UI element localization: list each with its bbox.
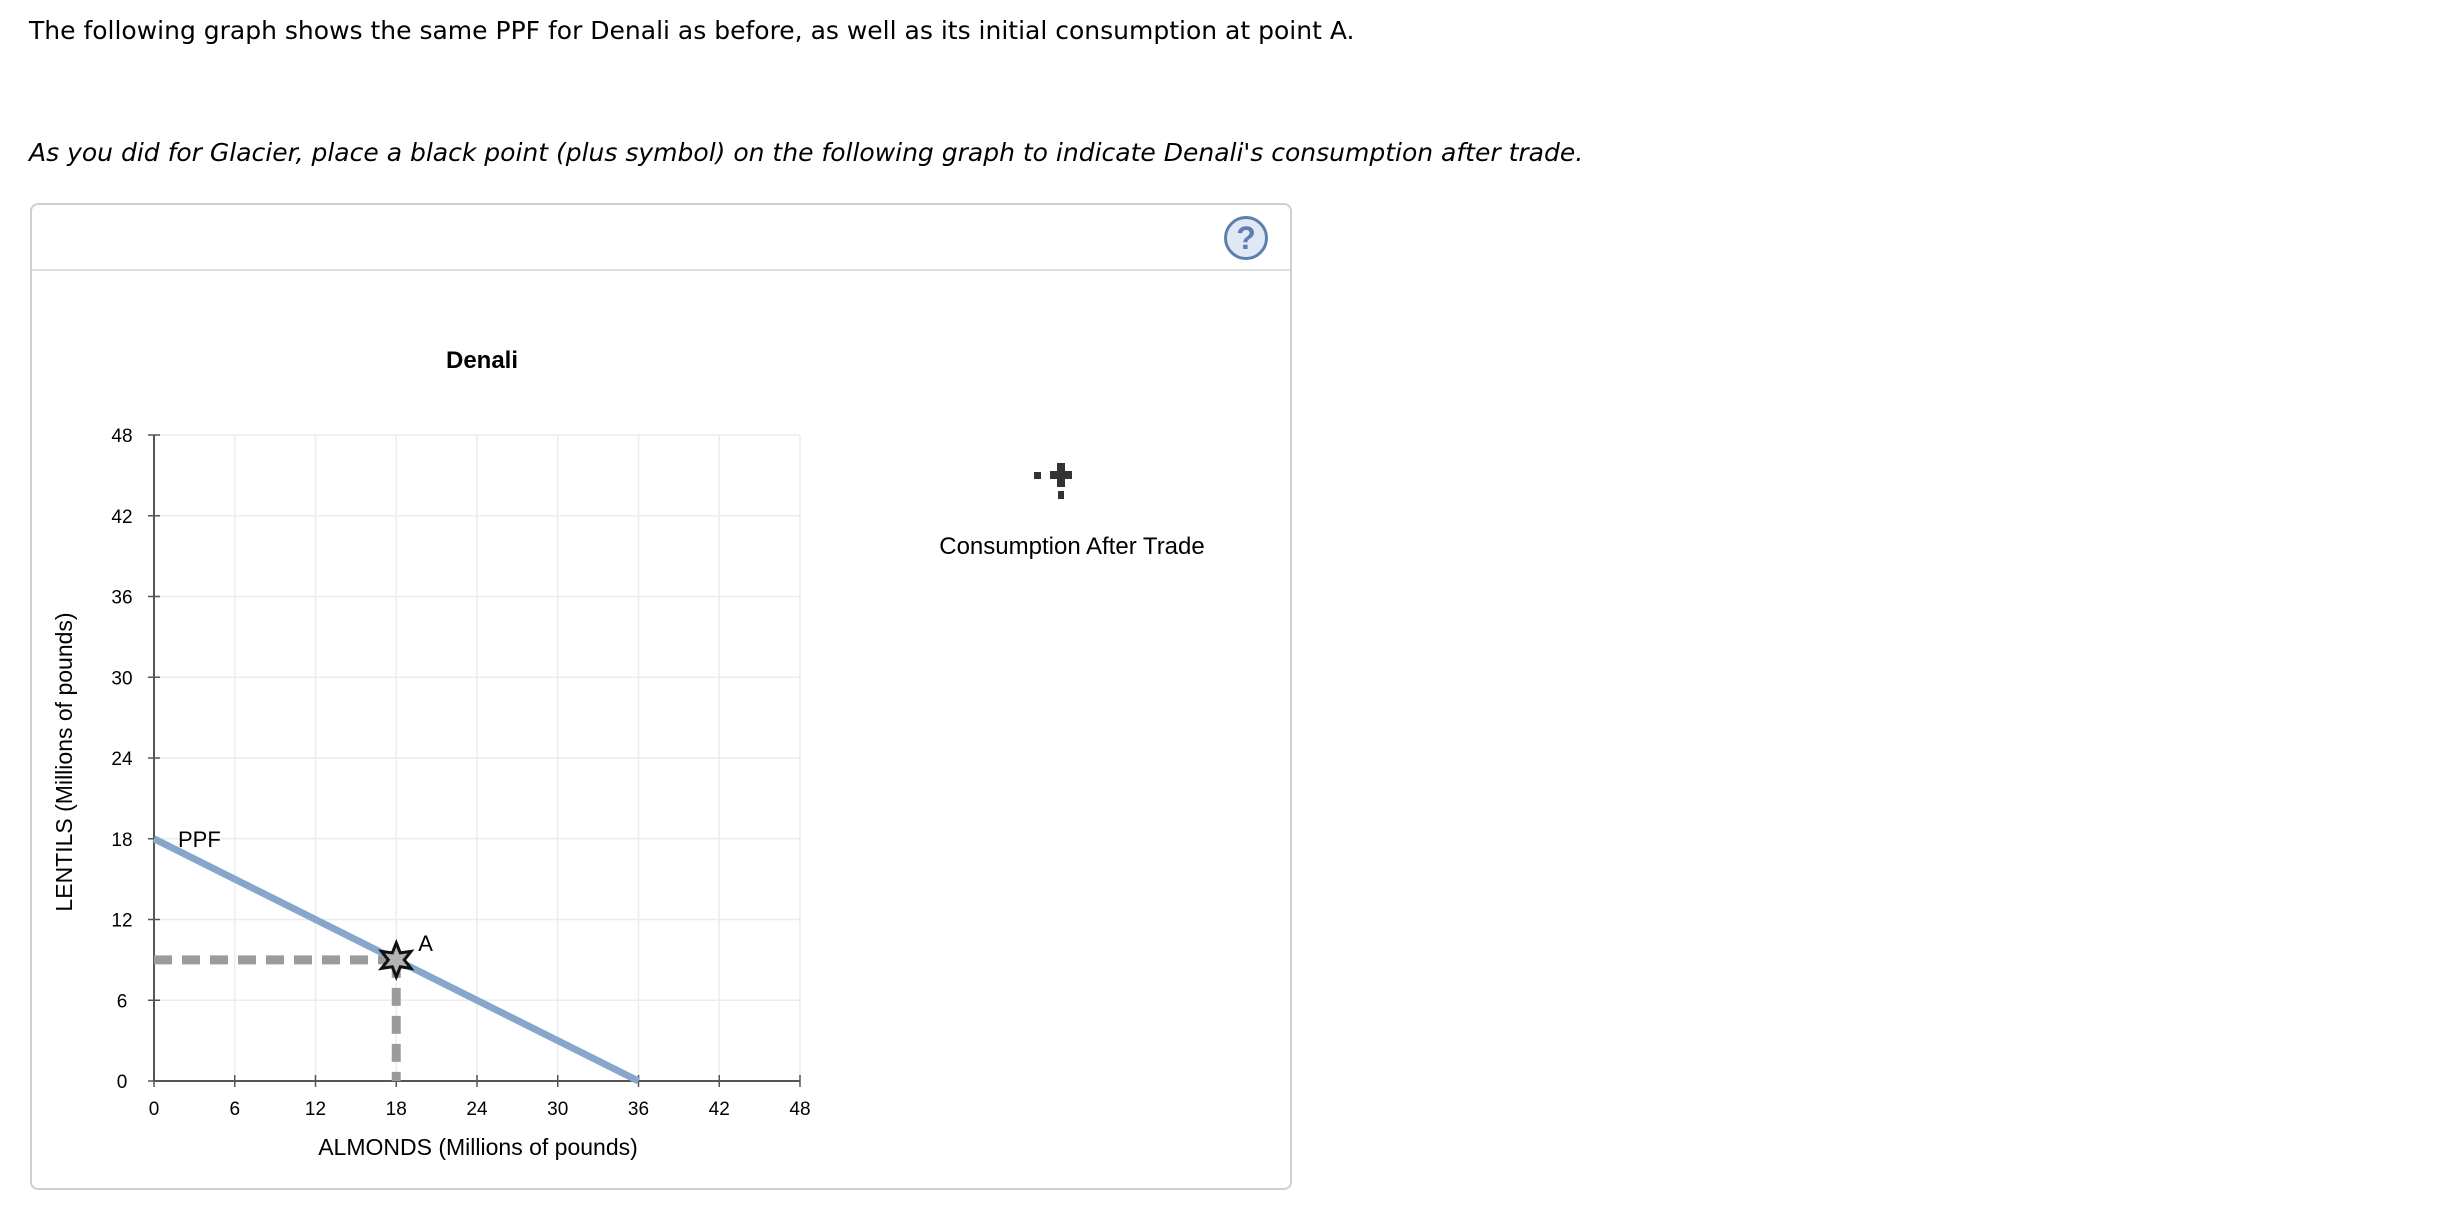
black-plus-point-icon <box>1034 461 1090 517</box>
x-tick-label: 12 <box>304 1099 327 1120</box>
y-tick-label: 24 <box>111 749 133 770</box>
chart-title: Denali <box>445 347 519 374</box>
y-tick-label: 30 <box>111 668 133 690</box>
consumption-after-trade-tool[interactable] <box>1034 461 1090 517</box>
instruction-text: The following graph shows the same PPF for Denali as before, as well as its initial consumption at point A. <box>29 16 1355 45</box>
x-tick-label: 18 <box>385 1099 407 1120</box>
x-tick-label: 30 <box>547 1099 569 1120</box>
x-tick-label: 24 <box>466 1099 488 1120</box>
ppf-label: PPF <box>178 826 221 852</box>
y-tick-label: 6 <box>116 991 128 1013</box>
x-axis-label: ALMONDS (Millions of pounds) <box>318 1134 638 1160</box>
y-axis-label: LENTILS (Millions of pounds) <box>51 612 77 912</box>
y-tick-label: 48 <box>111 426 133 447</box>
y-tick-label: 18 <box>111 829 133 851</box>
x-tick-label: 48 <box>789 1099 811 1120</box>
x-tick-label: 6 <box>229 1099 241 1120</box>
y-tick-label: 36 <box>111 587 133 609</box>
y-tick-label: 12 <box>111 910 133 932</box>
chart-svg[interactable] <box>32 205 1290 1188</box>
x-tick-label: 42 <box>708 1099 730 1120</box>
y-tick-label: 42 <box>111 506 133 528</box>
x-tick-label: 0 <box>148 1099 160 1120</box>
tool-label: Consumption After Trade <box>939 533 1205 560</box>
graph-panel <box>30 203 1292 1190</box>
x-tick-label: 36 <box>627 1099 650 1120</box>
y-tick-label: 0 <box>116 1072 128 1093</box>
question-mark-icon: ? <box>1236 220 1256 256</box>
point-a-label: A <box>418 930 433 956</box>
task-instruction-text: As you did for Glacier, place a black point (plus symbol) on the following graph to indicate Denali's consumption after trade. <box>29 138 1584 167</box>
